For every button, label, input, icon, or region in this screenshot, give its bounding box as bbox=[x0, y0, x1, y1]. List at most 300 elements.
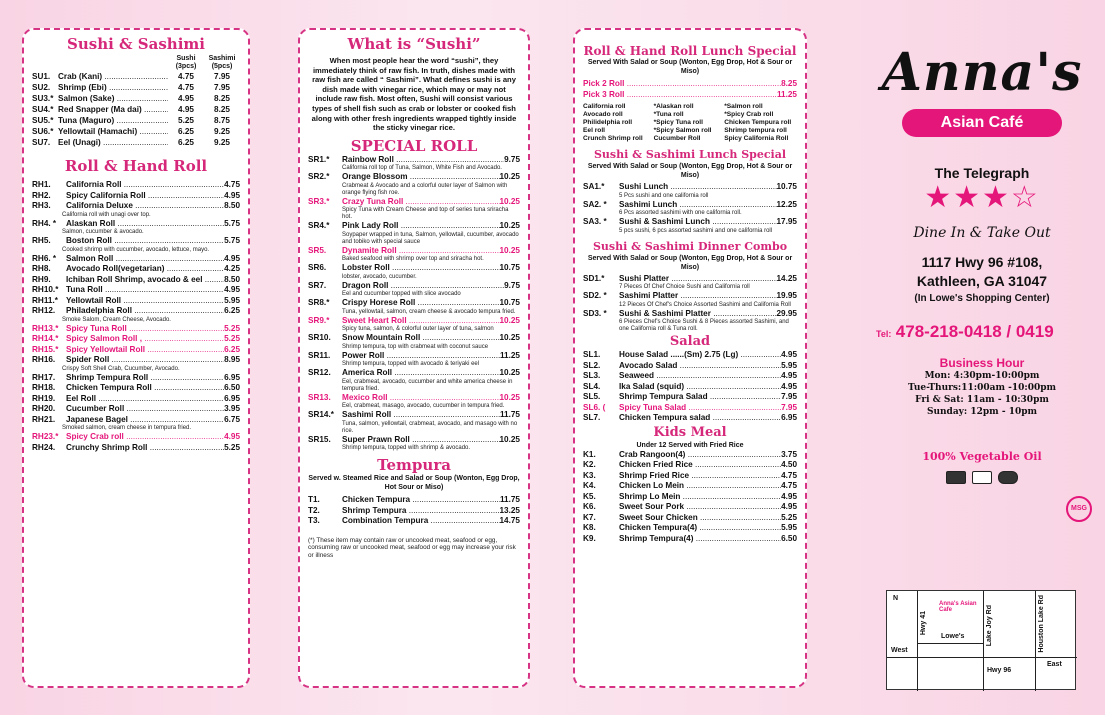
item-name: Sashimi Platter ..... bbox=[619, 291, 777, 302]
item-price: 10.25 bbox=[499, 333, 520, 343]
dinner-sub: Served With Salad or Soup (Wonton, Egg Drop, Hot & Sour or Miso) bbox=[587, 254, 793, 271]
lunch-roll: *Salmon roll bbox=[724, 103, 763, 110]
item-price: 5.25 bbox=[224, 334, 240, 343]
item-desc: Crabmeat & Avocado and a colorful outer layer of Salmon with orange flying fish roe. bbox=[342, 182, 508, 196]
item-name: Chicken Tempura(4) ..... bbox=[619, 523, 781, 534]
hours-fri-sat: Fri & Sat: 11am - 10:30pm bbox=[915, 395, 1049, 405]
item-price: 5.75 bbox=[224, 236, 240, 245]
item-price: 3.95 bbox=[224, 404, 240, 413]
item-code: SL2. bbox=[583, 360, 601, 370]
item-price: 4.75 bbox=[781, 470, 797, 480]
cafe-badge: Asian Café bbox=[902, 109, 1062, 137]
sushilunch-list bbox=[583, 182, 797, 235]
item-desc: 5 Pcs sushi and one california roll bbox=[619, 192, 709, 199]
item-price: 13.25 bbox=[499, 505, 520, 515]
item-name: Chicken Fried Rice ..... bbox=[619, 460, 781, 471]
menu-item bbox=[583, 534, 797, 545]
item-desc: Baked seafood with shrimp over top and sriracha hot. bbox=[342, 256, 484, 263]
item-code: RH16. bbox=[32, 355, 56, 364]
item-desc: 6 Pcs assorted sashimi with one california roll. bbox=[619, 210, 742, 216]
dine-in-label: Dine In & Take Out bbox=[913, 225, 1051, 241]
menu-item bbox=[32, 264, 240, 275]
item-code: SU7. bbox=[32, 138, 51, 147]
menu-item bbox=[583, 513, 797, 524]
item-name: Pick 3 Roll ..... bbox=[583, 90, 777, 101]
lunch-roll: Eel roll bbox=[583, 127, 605, 134]
menu-item bbox=[308, 393, 520, 404]
item-code: RH6. * bbox=[32, 253, 57, 263]
item-code: SR11. bbox=[308, 350, 331, 360]
menu-item bbox=[32, 373, 240, 384]
item-price: 7.95 bbox=[781, 402, 797, 412]
menu-item bbox=[32, 404, 240, 415]
item-code: K2. bbox=[583, 460, 596, 469]
menu-item bbox=[583, 274, 797, 285]
item-name: Spicy California Roll ..... bbox=[66, 191, 224, 202]
item-name: California Deluxe ..... bbox=[66, 201, 224, 212]
item-code: RH5. bbox=[32, 236, 51, 245]
menu-item bbox=[583, 481, 797, 492]
item-price: 6.95 bbox=[224, 393, 240, 403]
menu-item bbox=[583, 413, 797, 424]
vegetable-oil: 100% Vegetable Oil bbox=[922, 450, 1042, 463]
item-code: K3. bbox=[583, 470, 596, 480]
item-desc: 6 Pieces Chef's Choice Sushi & 8 Pieces assorted Sashimi, and one California roll & Tuna roll. bbox=[619, 319, 789, 332]
item-code: T2. bbox=[308, 505, 320, 515]
item-name: Lobster Roll ..... bbox=[342, 263, 500, 274]
item-price: 5.75 bbox=[224, 218, 240, 228]
item-name: Eel Roll ..... bbox=[66, 394, 224, 405]
item-name: Spider Roll ..... bbox=[66, 355, 224, 366]
sashimi-price: 7.95 bbox=[214, 83, 230, 92]
item-name: California Roll ..... bbox=[66, 180, 224, 191]
item-code: SA2. * bbox=[583, 199, 607, 209]
menu-item bbox=[308, 281, 520, 292]
item-code: SD1.* bbox=[583, 273, 605, 283]
item-code: SU5.* bbox=[32, 116, 54, 125]
menu-item bbox=[32, 443, 240, 454]
map-north: N bbox=[893, 595, 899, 602]
hours-mon: Mon: 4:30pm-10:00pm bbox=[924, 371, 1040, 381]
item-name: Sashimi Roll ..... bbox=[342, 410, 500, 421]
item-price: 10.75 bbox=[499, 298, 520, 308]
map-lakejoy: Lake Joy Rd bbox=[986, 605, 993, 647]
item-desc: Spicy tuna, salmon, & colorful outer layer of tuna, salmon bbox=[342, 326, 494, 333]
item-price: 4.50 bbox=[781, 460, 797, 469]
menu-item bbox=[32, 324, 240, 335]
menu-item bbox=[583, 382, 797, 393]
item-code: SA3. * bbox=[583, 217, 607, 226]
item-desc: Shrimp tempura, top with crabmeat with coconut sauce bbox=[342, 343, 489, 350]
item-name: Spicy Tuna Salad ..... bbox=[619, 403, 781, 414]
item-code: SR15. bbox=[308, 434, 331, 444]
item-price: 3.75 bbox=[781, 449, 797, 459]
menu-item bbox=[32, 180, 240, 191]
item-name: Shrimp Tempura Roll ..... bbox=[66, 373, 224, 384]
item-desc: Tuna, yellowtail, salmon, cream cheese & avocado tempura fried. bbox=[342, 308, 516, 315]
sushi-col-label: Sushi (3pcs) bbox=[175, 55, 197, 70]
item-name: Japanese Bagel ..... bbox=[66, 415, 224, 426]
sushi-price: 6.25 bbox=[178, 138, 194, 147]
sushi-item bbox=[32, 104, 240, 115]
map-houston: Houston Lake Rd bbox=[1038, 595, 1045, 653]
item-name: Crispy Horese Roll ..... bbox=[342, 298, 500, 309]
sushi-header bbox=[32, 55, 240, 71]
sashimi-price: 7.95 bbox=[214, 72, 230, 81]
item-code: SR13. bbox=[308, 392, 331, 402]
menu-item bbox=[32, 394, 240, 405]
item-price: 6.25 bbox=[224, 344, 240, 354]
item-price: 4.95 bbox=[781, 350, 797, 359]
menu-item bbox=[308, 172, 520, 183]
pick-item bbox=[583, 79, 797, 90]
menu-item bbox=[583, 291, 797, 302]
item-code: SD3. * bbox=[583, 308, 607, 318]
what-text: When most people hear the word “sushi”, they immediately think of raw fish. In truth, dishes made with raw fish are called “ Sashimi”. What defines sushi is any dish made with vinegar rice, which may or may not include raw fish. Most often, Sushi will consist various types of shell fish such as crab or lobster or cooked fish along with other fresh ingredients wrapped tightly inside the sticky vinegar rice. bbox=[311, 56, 517, 133]
item-price: 4.95 bbox=[224, 432, 240, 441]
sushi-list bbox=[32, 71, 240, 148]
credit-card-icon bbox=[946, 471, 966, 484]
sushi-price: 4.95 bbox=[178, 105, 194, 114]
kids-list bbox=[583, 450, 797, 545]
item-name: Shrimp Lo Mein ..... bbox=[619, 492, 781, 503]
lunch-roll-row bbox=[583, 111, 797, 119]
lunch-roll: Shrimp tempura roll bbox=[724, 127, 787, 134]
item-code: SL6. ( bbox=[583, 402, 606, 412]
menu-item bbox=[32, 275, 240, 286]
item-name: Power Roll ..... bbox=[342, 351, 500, 362]
menu-item bbox=[32, 296, 240, 307]
item-price: 10.25 bbox=[499, 392, 520, 402]
item-code: SR9.* bbox=[308, 315, 330, 325]
item-name: Crazy Tuna Roll ..... bbox=[342, 197, 500, 208]
item-name: Chicken Tempura salad ..... bbox=[619, 413, 781, 424]
map-anna: Anna's Asian Cafe bbox=[939, 601, 977, 613]
lunch-roll: California roll bbox=[583, 103, 626, 110]
menu-item bbox=[583, 502, 797, 513]
item-price: 14.25 bbox=[776, 273, 797, 283]
menu-item bbox=[32, 201, 240, 212]
item-name: Chicken Tempura ..... bbox=[342, 495, 500, 506]
payment-cards bbox=[862, 471, 1102, 484]
item-code: SR6. bbox=[308, 263, 327, 273]
item-price: 5.95 bbox=[224, 295, 240, 305]
kids-title: Kids Meal bbox=[653, 424, 727, 440]
telegraph-label: The Telegraph bbox=[934, 165, 1030, 181]
menu-item bbox=[583, 403, 797, 414]
item-price: 6.75 bbox=[224, 414, 240, 424]
menu-item bbox=[308, 333, 520, 344]
tempura-title: Tempura bbox=[377, 456, 451, 475]
phone bbox=[862, 322, 1102, 342]
item-price: 4.25 bbox=[224, 264, 240, 273]
item-desc: Eel and cucumber topped with slice avocado bbox=[342, 291, 461, 298]
menu-item bbox=[308, 351, 520, 362]
item-desc: 7 Pieces Of Chef Choice Sushi and California roll bbox=[619, 284, 750, 290]
item-name: Shrimp Fried Rice ..... bbox=[619, 471, 781, 482]
sushi-item bbox=[32, 82, 240, 93]
item-code: RH21. bbox=[32, 414, 56, 424]
item-desc: Smoke Salom, Cream Cheese, Avocado. bbox=[62, 316, 171, 323]
item-name: Yellowtail Roll ..... bbox=[66, 296, 224, 307]
tempura-sub: Served w. Steamed Rice and Salad or Soup (Wonton, Egg Drop, Hot Sour or Miso) bbox=[308, 475, 520, 492]
item-price: 4.95 bbox=[781, 381, 797, 391]
business-hours bbox=[862, 356, 1102, 418]
item-code: RH1. bbox=[32, 180, 51, 189]
menu-item bbox=[583, 182, 797, 193]
address bbox=[862, 253, 1102, 291]
pick-item bbox=[583, 90, 797, 101]
panel-lunch bbox=[573, 28, 807, 688]
menu-item bbox=[308, 368, 520, 379]
mastercard-icon bbox=[998, 471, 1018, 484]
item-code: SR10. bbox=[308, 333, 331, 343]
item-code: RH23.* bbox=[32, 432, 59, 441]
pick-list bbox=[583, 79, 797, 100]
item-price: 8.50 bbox=[224, 274, 240, 284]
item-code: SR3.* bbox=[308, 196, 330, 206]
sashimi-col-label: Sashimi (5pcs) bbox=[208, 55, 236, 70]
lunch-roll-row bbox=[583, 135, 797, 143]
panel-info bbox=[862, 28, 1102, 698]
item-name: Rainbow Roll ..... bbox=[342, 155, 504, 166]
special-list bbox=[308, 155, 520, 453]
item-price: 8.25 bbox=[781, 79, 797, 88]
item-price: 10.25 bbox=[499, 196, 520, 206]
item-price: 4.75 bbox=[224, 180, 240, 189]
menu-item bbox=[32, 415, 240, 426]
menu-item bbox=[32, 355, 240, 366]
item-name: Shrimp (Ebi) ..... bbox=[58, 82, 168, 93]
rating-stars-icon: ★★★☆ bbox=[924, 181, 1040, 214]
menu-item bbox=[32, 432, 240, 443]
item-name: Avocado Roll(vegetarian) ..... bbox=[66, 264, 224, 275]
roll-list bbox=[32, 180, 240, 453]
item-price: 4.95 bbox=[781, 502, 797, 511]
menu-item bbox=[583, 361, 797, 372]
lunch-roll-row bbox=[583, 127, 797, 135]
item-price: 10.25 bbox=[499, 368, 520, 378]
menu-item bbox=[308, 435, 520, 446]
lunch-roll: *Spicy Salmon roll bbox=[653, 127, 712, 134]
item-price: 5.95 bbox=[781, 523, 797, 532]
item-name: Sushi & Sashimi Platter ..... bbox=[619, 309, 777, 320]
item-price: 4.95 bbox=[224, 190, 240, 200]
item-price: 5.25 bbox=[224, 323, 240, 333]
item-name: Yellowtail (Hamachi) ..... bbox=[58, 126, 168, 137]
hours-tue-thu: Tue-Thurs:11:00am -10:00pm bbox=[907, 383, 1057, 393]
item-name: Spicy Salmon Roll , ..... bbox=[66, 334, 224, 345]
item-name: Sushi Platter ..... bbox=[619, 274, 777, 285]
sushi-price: 5.25 bbox=[178, 116, 194, 125]
menu-item bbox=[583, 217, 797, 228]
sushi-item bbox=[32, 71, 240, 82]
map-west: West bbox=[891, 647, 908, 654]
lunch-roll-grid bbox=[583, 103, 797, 143]
address-line-2: Kathleen, GA 31047 bbox=[916, 273, 1048, 289]
menu-item bbox=[308, 298, 520, 309]
item-price: 9.75 bbox=[504, 154, 520, 164]
sushi-item bbox=[32, 115, 240, 126]
item-name: Dynamite Roll ..... bbox=[342, 246, 500, 257]
item-name: Spicy Tuna Roll ..... bbox=[66, 324, 224, 335]
item-price: 8.95 bbox=[224, 355, 240, 364]
item-code: K7. bbox=[583, 512, 596, 522]
item-price: 4.95 bbox=[781, 491, 797, 501]
special-title: SPECIAL ROLL bbox=[350, 136, 478, 155]
sashimi-price: 8.25 bbox=[214, 105, 230, 114]
item-price: 10.25 bbox=[499, 221, 520, 231]
item-code: K1. bbox=[583, 449, 596, 459]
menu-item bbox=[32, 236, 240, 247]
item-name: America Roll ..... bbox=[342, 368, 500, 379]
item-price: 11.25 bbox=[776, 89, 797, 99]
item-code: SL3. bbox=[583, 371, 601, 380]
sushi-price: 4.75 bbox=[178, 83, 194, 92]
item-code: K8. bbox=[583, 523, 596, 532]
sashimi-price: 8.25 bbox=[214, 94, 230, 103]
item-name: Shrimp Tempura ..... bbox=[342, 506, 500, 517]
lunch-sub: Served With Salad or Soup (Wonton, Egg Drop, Hot & Sour or Miso) bbox=[587, 59, 793, 75]
menu-item bbox=[32, 383, 240, 394]
item-price: 4.95 bbox=[224, 253, 240, 263]
item-name: Spicy Crab roll ..... bbox=[66, 432, 224, 443]
business-hours-title: Business Hour bbox=[939, 356, 1025, 370]
item-code: K6. bbox=[583, 502, 596, 511]
item-name: Pink Lady Roll ..... bbox=[342, 221, 500, 232]
item-code: RH9. bbox=[32, 274, 51, 284]
item-desc: Shrimp tempura, topped with shrimp & avocado. bbox=[342, 445, 471, 452]
item-code: RH10.* bbox=[32, 285, 59, 294]
item-code: K4. bbox=[583, 481, 596, 490]
item-price: 4.95 bbox=[224, 285, 240, 294]
item-code: RH20. bbox=[32, 404, 56, 413]
item-name: Salmon Roll ..... bbox=[66, 254, 224, 265]
map-hwy96: Hwy 96 bbox=[987, 667, 1012, 674]
hwy96-road bbox=[887, 657, 1077, 658]
item-code: SR2.* bbox=[308, 172, 330, 182]
item-price: 8.50 bbox=[224, 201, 240, 210]
raw-warning: (*) These item may contain raw or uncooked meat, seafood or egg, consuming raw or uncooked meat, seafood or egg may increase your risk or illness bbox=[308, 536, 516, 559]
menu-item bbox=[308, 506, 520, 517]
item-name: Crab Rangoon(4) ..... bbox=[619, 450, 781, 461]
dinner-title: Sushi & Sashimi Dinner Combo bbox=[592, 239, 788, 253]
menu-item bbox=[308, 516, 520, 527]
menu-item bbox=[32, 306, 240, 317]
hours-sun: Sunday: 12pm - 10pm bbox=[926, 407, 1038, 417]
map-hwy41: Hwy 41 bbox=[920, 611, 927, 636]
lunch-roll: *Spicy Tuna roll bbox=[653, 119, 703, 126]
item-price: 10.25 bbox=[499, 172, 520, 182]
item-name: Tuna (Maguro) ..... bbox=[58, 115, 168, 126]
item-name: Shrimp Tempura Salad ..... bbox=[619, 392, 781, 403]
sushi-price: 6.25 bbox=[178, 127, 194, 136]
menu-item bbox=[583, 350, 797, 361]
item-name: Sweet Sour Pork ..... bbox=[619, 502, 781, 513]
item-code: RH12. bbox=[32, 306, 56, 315]
item-code: RH4. * bbox=[32, 218, 57, 228]
item-code: SU3.* bbox=[32, 94, 54, 103]
sashimi-price: 8.75 bbox=[214, 116, 230, 125]
item-code: SR12. bbox=[308, 368, 331, 378]
item-desc: Eel, crabmeat, avocado, cucumber and white america cheese in tempura fried. bbox=[342, 378, 513, 392]
sushi-title: Sushi & Sashimi bbox=[67, 35, 205, 53]
item-code: RH8. bbox=[32, 264, 51, 273]
item-name: Ichiban Roll Shrimp, avocado & eel ..... bbox=[66, 275, 224, 286]
item-name: Philadelphia Roll ..... bbox=[66, 306, 224, 317]
item-price: 29.95 bbox=[776, 308, 797, 318]
sushilunch-title: Sushi & Sashimi Lunch Special bbox=[593, 148, 787, 161]
item-name: Seaweed ..... bbox=[619, 371, 781, 382]
menu-item bbox=[583, 492, 797, 503]
phone-number: 478-218-0418 / 0419 bbox=[895, 322, 1054, 341]
menu-item bbox=[583, 392, 797, 403]
menu-item bbox=[308, 246, 520, 257]
lunch-roll-row bbox=[583, 103, 797, 111]
lunch-roll: *Tuna roll bbox=[653, 111, 684, 118]
item-code: RH24. bbox=[32, 442, 56, 452]
visa-card-icon bbox=[972, 471, 992, 484]
item-code: K9. bbox=[583, 533, 596, 543]
item-name: Red Snapper (Ma dai) ..... bbox=[58, 104, 168, 115]
map-lowes: Lowe's bbox=[941, 633, 965, 640]
item-desc: 12 Pieces Of Chef's Choice Assorted Sashimi and California Roll bbox=[619, 301, 791, 308]
item-name: Combination Tempura ..... bbox=[342, 516, 500, 527]
item-code: SU1. bbox=[32, 72, 51, 81]
menu-item bbox=[32, 254, 240, 265]
item-name: House Salad ......(Sm) 2.75 (Lg) ..... bbox=[619, 350, 781, 361]
item-code: SR7. bbox=[308, 280, 327, 290]
item-code: RH18. bbox=[32, 383, 56, 392]
salad-list bbox=[583, 350, 797, 424]
menu-item bbox=[308, 263, 520, 274]
item-desc: Cooked shrimp with cucumber, avocado, lettuce, mayo. bbox=[62, 246, 210, 253]
lunch-roll: Spicy California Roll bbox=[724, 135, 789, 142]
item-code: SR14.* bbox=[308, 410, 334, 420]
item-code: SL4. bbox=[583, 381, 601, 391]
item-code: SR8.* bbox=[308, 298, 330, 308]
item-code: SU4.* bbox=[32, 105, 54, 114]
item-code: RH11.* bbox=[32, 295, 58, 305]
lakejoy-road bbox=[983, 591, 984, 691]
lunch-roll: Avocado roll bbox=[583, 111, 623, 118]
item-name: Ika Salad (squid) ..... bbox=[619, 382, 781, 393]
lunch-title: Roll & Hand Roll Lunch Special bbox=[583, 44, 797, 58]
item-name: Super Prawn Roll ..... bbox=[342, 435, 500, 446]
item-price: 10.25 bbox=[499, 245, 520, 255]
phone-label: Tel: bbox=[876, 329, 892, 339]
item-price: 5.25 bbox=[781, 512, 797, 522]
item-name: Sushi Lunch ..... bbox=[619, 182, 777, 193]
item-code: RH14.* bbox=[32, 334, 59, 343]
item-code: SU6.* bbox=[32, 127, 54, 136]
sushi-price: 4.95 bbox=[178, 94, 194, 103]
item-name: Crab (Kani) ..... bbox=[58, 71, 168, 82]
item-code: RH15.* bbox=[32, 344, 59, 354]
item-name: Orange Blossom ..... bbox=[342, 172, 500, 183]
item-price: 10.75 bbox=[776, 182, 797, 191]
item-price: 6.50 bbox=[224, 383, 240, 392]
item-code: RH3. bbox=[32, 201, 51, 210]
item-name: Avocado Salad ..... bbox=[619, 361, 781, 372]
menu-item bbox=[308, 197, 520, 208]
item-price: 7.95 bbox=[781, 392, 797, 401]
item-price: 11.25 bbox=[499, 350, 520, 360]
item-desc: California roll with unagi over top. bbox=[62, 211, 151, 218]
item-price: 5.95 bbox=[781, 360, 797, 370]
no-msg-icon: MSG bbox=[1066, 496, 1092, 522]
houston-road bbox=[1035, 591, 1036, 691]
